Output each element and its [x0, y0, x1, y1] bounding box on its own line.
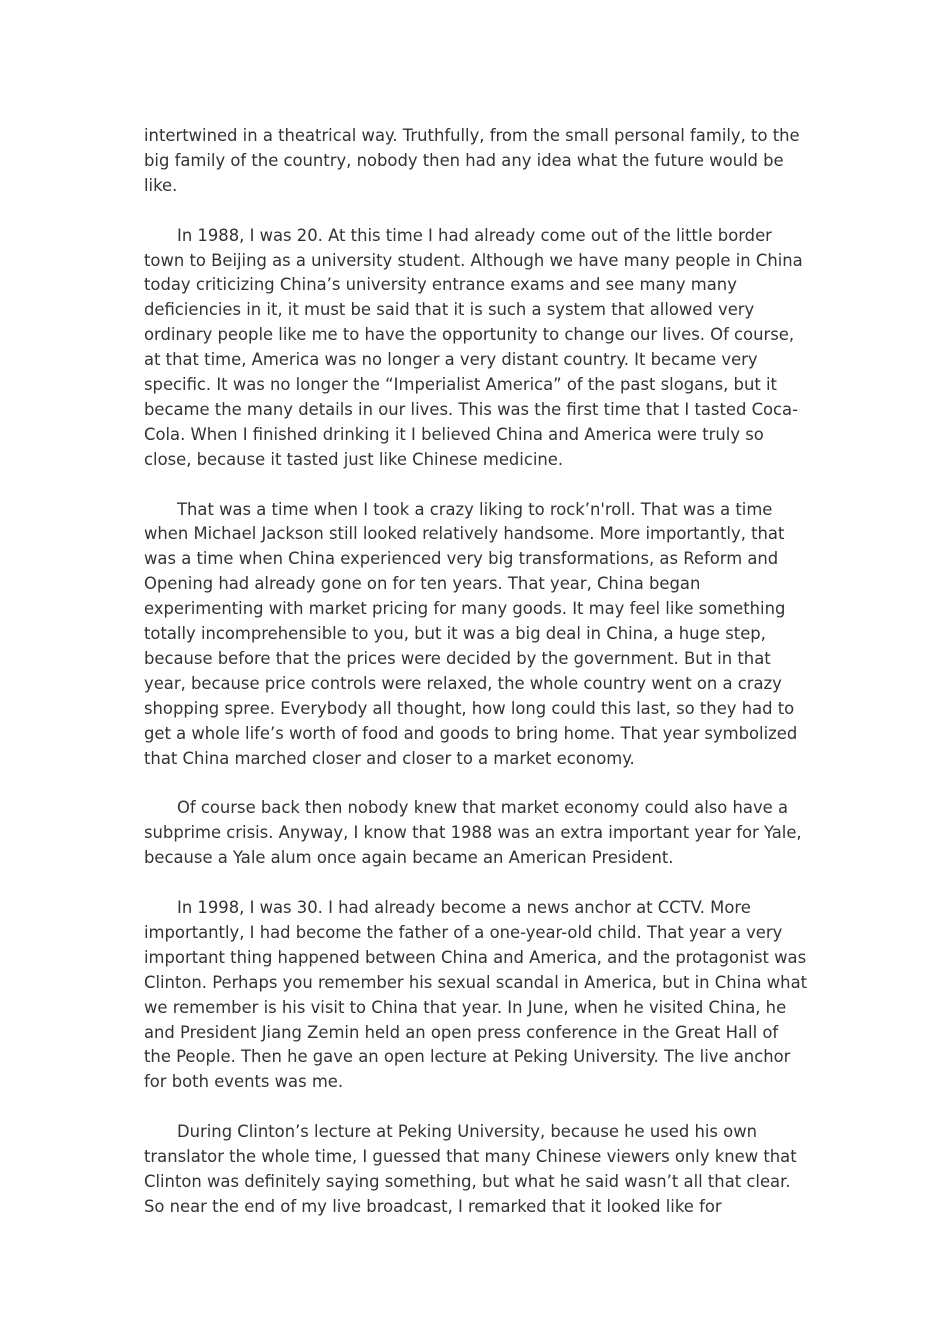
paragraph-5: In 1998, I was 30. I had already become a news anchor at CCTV. More importantly, I had become the father of a one-year-old child. That year a very important thing happened between China and America, and the protagonist was Clinton. Perhaps you remember his sexual scandal in America, but in China what we remember is his visit to China that year. In June, when he visited China, he and President Jiang Zemin held an open press conference in the Great Hall of the People. Then he gave an open lecture at Peking University. The live anchor for both events was me.: [144, 898, 808, 1092]
paragraph-1: intertwined in a theatrical way. Truthfully, from the small personal family, to the big family of the country, nobody then had any idea what the future would be like.: [144, 126, 800, 195]
paragraph-2: In 1988, I was 20. At this time I had already come out of the little border town to Beijing as a university student. Although we have many people in China today criticizing China’s university entrance exams and see many many deficiencies in it, it must be said that it is such a system that allowed very ordinary people like me to have the opportunity to change our lives. Of course, at that time, America was no longer a very distant country. It became very specific. It was no longer the “Imperialist America” of the past slogans, but it became the many details in our lives. This was the first time that I tasted Coca-Cola. When I finished drinking it I believed China and America were truly so close, because it tasted just like Chinese medicine.: [144, 225, 803, 469]
paragraph-3: That was a time when I took a crazy liking to rock’n'roll. That was a time when Michael Jackson still looked relatively handsome. More importantly, that was a time when China experienced very big transformations, as Reform and Opening had already gone on for ten years. That year, China began experimenting with market pricing for many goods. It may feel like something totally incomprehensible to you, but it was a big deal in China, a huge step, because before that the prices were decided by the government. But in that year, because price controls were relaxed, the whole country went on a crazy shopping spree. Everybody all thought, how long could this last, so they had to get a whole life’s worth of food and goods to bring home. That year symbolized that China marched closer and closer to a market economy.: [144, 499, 798, 768]
paragraph-6: During Clinton’s lecture at Peking University, because he used his own translator the whole time, I guessed that many Chinese viewers only knew that Clinton was definitely saying something, but what he said wasn’t all that clear. So near the end of my live broadcast, I remarked that it looked like for: [144, 1122, 797, 1216]
paragraph-4: Of course back then nobody knew that market economy could also have a subprime crisis. Anyway, I know that 1988 was an extra important year for Yale, because a Yale alum once again became an American President.: [144, 798, 802, 868]
document-body: [144, 124, 810, 1220]
